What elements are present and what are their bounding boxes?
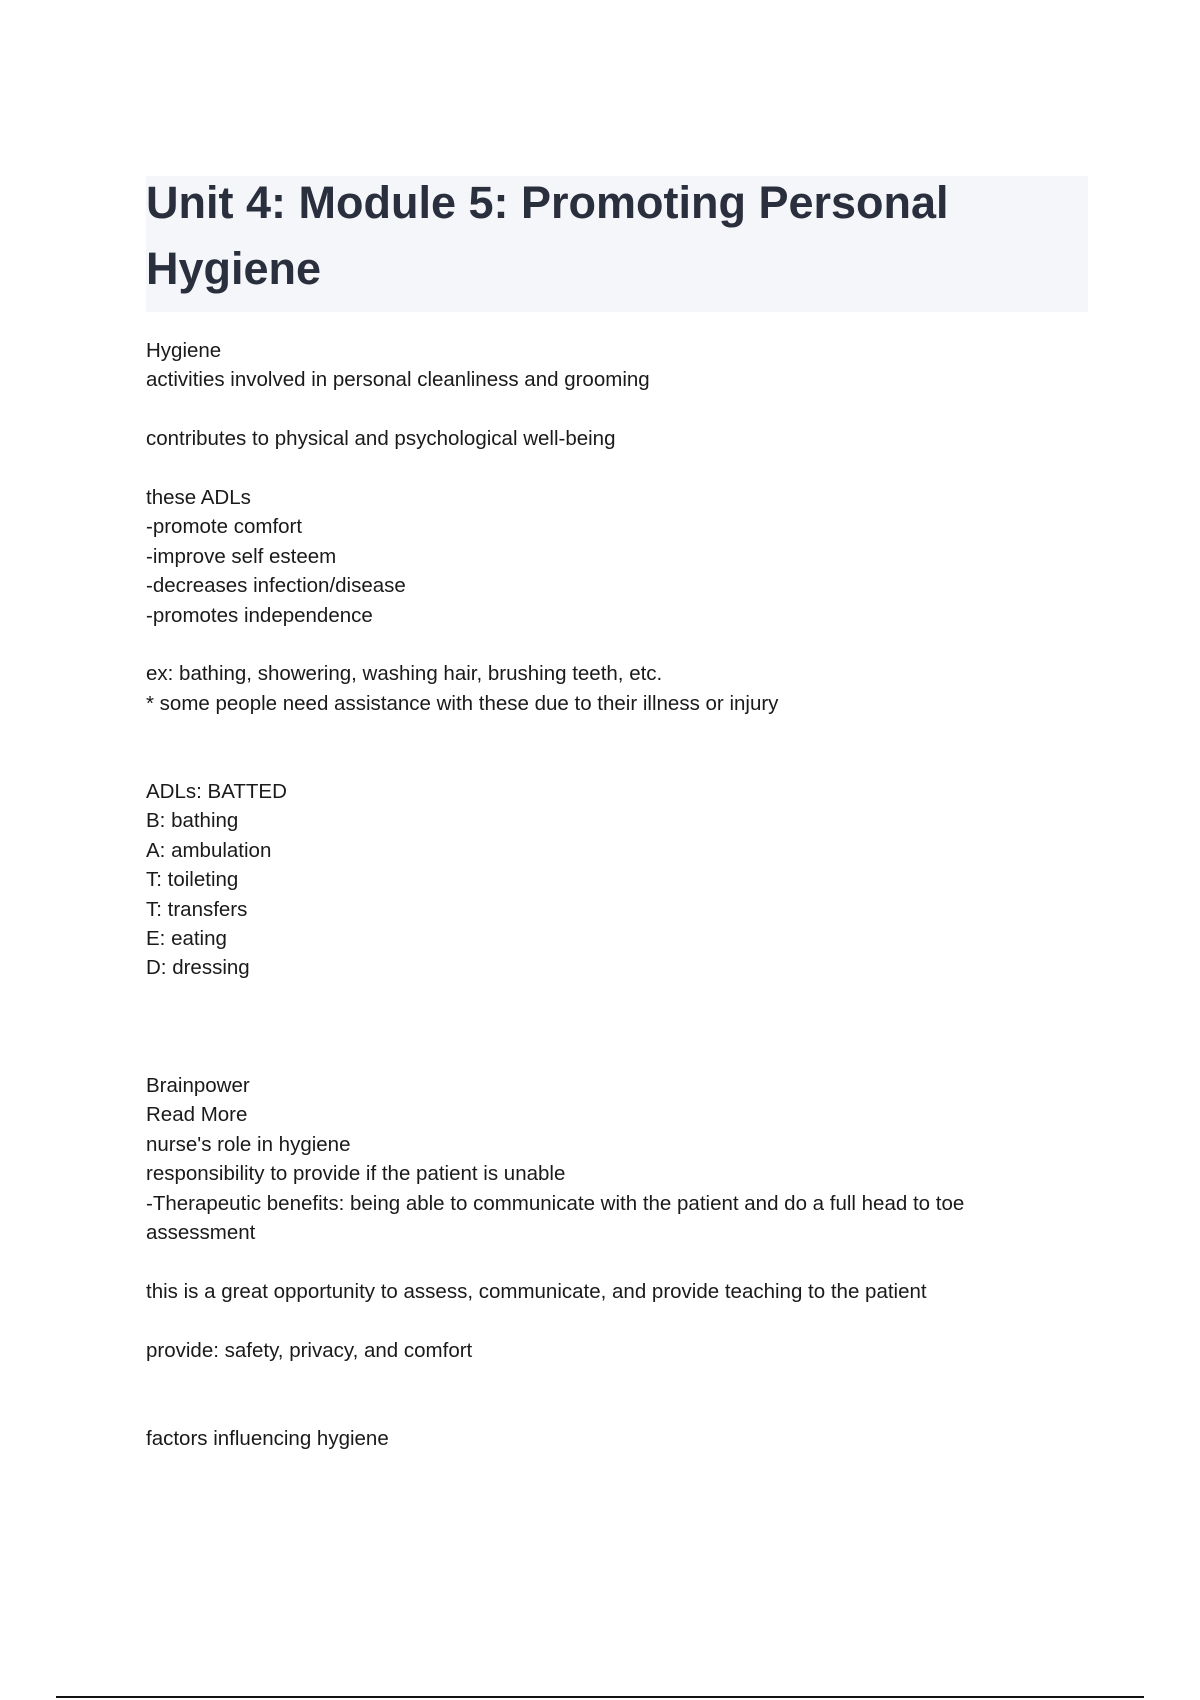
text-line: Brainpower [146, 1074, 250, 1098]
document-body [146, 336, 1066, 1453]
text-line: -promotes independence [146, 603, 373, 627]
block-nurse-role [146, 1071, 1066, 1247]
text-line: -decreases infection/disease [146, 574, 406, 598]
text-line: these ADLs [146, 486, 251, 509]
text-line: ADLs: BATTED [146, 780, 287, 804]
text-line: contributes to physical and psychological well-being [146, 427, 616, 451]
text-line: A: ambulation [146, 838, 272, 862]
text-line: -improve self esteem [146, 544, 337, 568]
text-line: T: transfers [146, 897, 248, 921]
text-line: provide: safety, privacy, and comfort [146, 1338, 473, 1362]
text-line: ex: bathing, showering, washing hair, brushing teeth, etc. [146, 662, 663, 686]
text-line: factors influencing hygiene [146, 1426, 389, 1450]
text-line: E: eating [146, 927, 227, 951]
text-line: * some people need assistance with these due to their illness or injury [146, 691, 779, 715]
block-adl-benefits [146, 483, 1066, 630]
footer-divider [56, 1696, 1144, 1698]
block-examples [146, 659, 1066, 718]
text-line: -Therapeutic benefits: being able to communicate with the patient and do a full head to toe assessment [146, 1191, 965, 1245]
block-hygiene-definition [146, 336, 1066, 395]
text-line: -promote comfort [146, 515, 303, 539]
block-opportunity [146, 1277, 1066, 1306]
text-line: D: dressing [146, 956, 250, 980]
text-line: Hygiene [146, 339, 222, 362]
text-line: activities involved in personal cleanliness and grooming [146, 368, 650, 392]
text-line: nurse's role in hygiene [146, 1132, 351, 1156]
text-line: this is a great opportunity to assess, communicate, and provide teaching to the patient [146, 1279, 927, 1303]
block-provide [146, 1336, 1066, 1365]
block-wellbeing [146, 424, 1066, 453]
text-line: T: toileting [146, 868, 239, 892]
text-line: responsibility to provide if the patient is unable [146, 1162, 566, 1186]
text-line: B: bathing [146, 809, 239, 833]
page-title: Unit 4: Module 5: Promoting Personal Hygiene [146, 177, 949, 294]
block-factors [146, 1424, 1066, 1453]
block-batted-mnemonic [146, 777, 1066, 983]
read-more-link[interactable]: Read More [146, 1103, 248, 1127]
